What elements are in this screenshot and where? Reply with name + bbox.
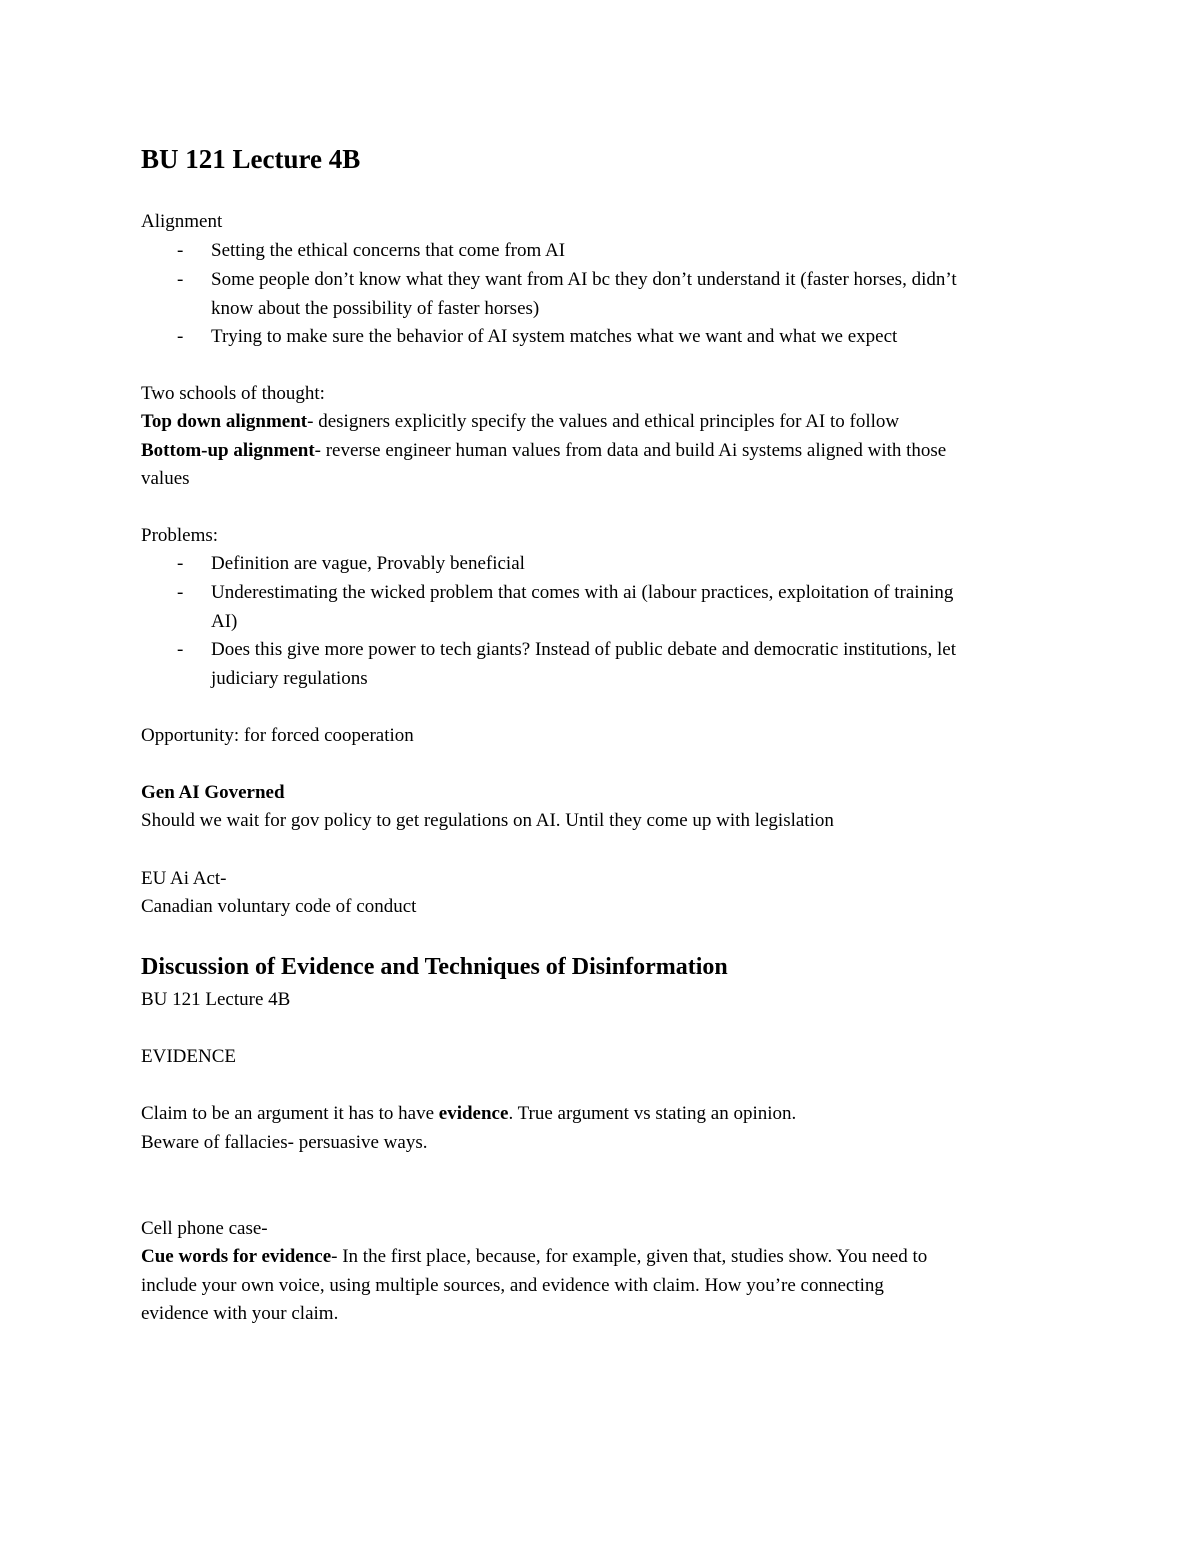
alignment-item-continuation: know about the possibility of faster horses): [211, 298, 540, 319]
claim-post: . True argument vs stating an opinion.: [508, 1103, 797, 1124]
bottom-up-continuation: values: [141, 468, 190, 489]
top-down-text: - designers explicitly specify the values and ethical principles for AI to follow: [307, 411, 900, 432]
bullet-marker: -: [177, 269, 184, 290]
governed-heading: Gen AI Governed: [141, 782, 285, 803]
bullet-marker: -: [177, 240, 184, 261]
claim-line: [141, 1099, 796, 1128]
discussion-subtitle: BU 121 Lecture 4B: [141, 989, 291, 1010]
problem-item: Does this give more power to tech giants? Instead of public debate and democratic institutions, let: [211, 639, 957, 660]
evidence-heading: EVIDENCE: [141, 1046, 236, 1067]
cue-words-term: Cue words for evidence: [141, 1246, 332, 1267]
cue-words-continuation: include your own voice, using multiple sources, and evidence with claim. How you’re connecting: [141, 1275, 884, 1296]
governed-text: Should we wait for gov policy to get regulations on AI. Until they come up with legislation: [141, 810, 834, 831]
problems-heading: Problems:: [141, 525, 219, 546]
claim-bold: evidence: [438, 1103, 509, 1124]
cell-phone-line: Cell phone case-: [141, 1218, 268, 1239]
page-title: BU 121 Lecture 4B: [141, 144, 361, 174]
top-down-term: Top down alignment: [141, 411, 308, 432]
problem-item-continuation: AI): [211, 611, 238, 632]
alignment-heading: Alignment: [141, 211, 223, 232]
problem-item: Definition are vague, Provably beneficial: [211, 553, 525, 574]
problem-item-continuation: judiciary regulations: [211, 668, 368, 689]
alignment-item: Setting the ethical concerns that come from AI: [211, 240, 566, 261]
claim-pre: Claim to be an argument it has to have: [141, 1103, 439, 1124]
canadian-code-line: Canadian voluntary code of conduct: [141, 896, 417, 917]
discussion-heading: Discussion of Evidence and Techniques of Disinformation: [141, 954, 728, 980]
cue-words-line: [141, 1242, 927, 1271]
bullet-marker: -: [177, 582, 184, 603]
bullet-marker: -: [177, 639, 184, 660]
eu-act-line: EU Ai Act-: [141, 868, 227, 889]
fallacies-line: Beware of fallacies- persuasive ways.: [141, 1132, 428, 1153]
bottom-up-term: Bottom-up alignment: [141, 440, 315, 461]
problem-item: Underestimating the wicked problem that comes with ai (labour practices, exploitation of training: [211, 582, 954, 603]
bullet-marker: -: [177, 326, 184, 347]
alignment-item: Trying to make sure the behavior of AI system matches what we want and what we expect: [211, 326, 898, 347]
cue-words-continuation: evidence with your claim.: [141, 1303, 339, 1324]
bullet-marker: -: [177, 553, 184, 574]
cue-words-text: - In the first place, because, for example, given that, studies show. You need to: [331, 1246, 928, 1267]
bottom-up-text: - reverse engineer human values from data and build Ai systems aligned with those: [314, 440, 947, 461]
bottom-up-line: [141, 436, 946, 465]
schools-heading: Two schools of thought:: [141, 383, 325, 404]
alignment-item: Some people don’t know what they want from AI bc they don’t understand it (faster horses, didn’t: [211, 269, 957, 290]
top-down-line: [141, 407, 899, 436]
opportunity-line: Opportunity: for forced cooperation: [141, 725, 414, 746]
